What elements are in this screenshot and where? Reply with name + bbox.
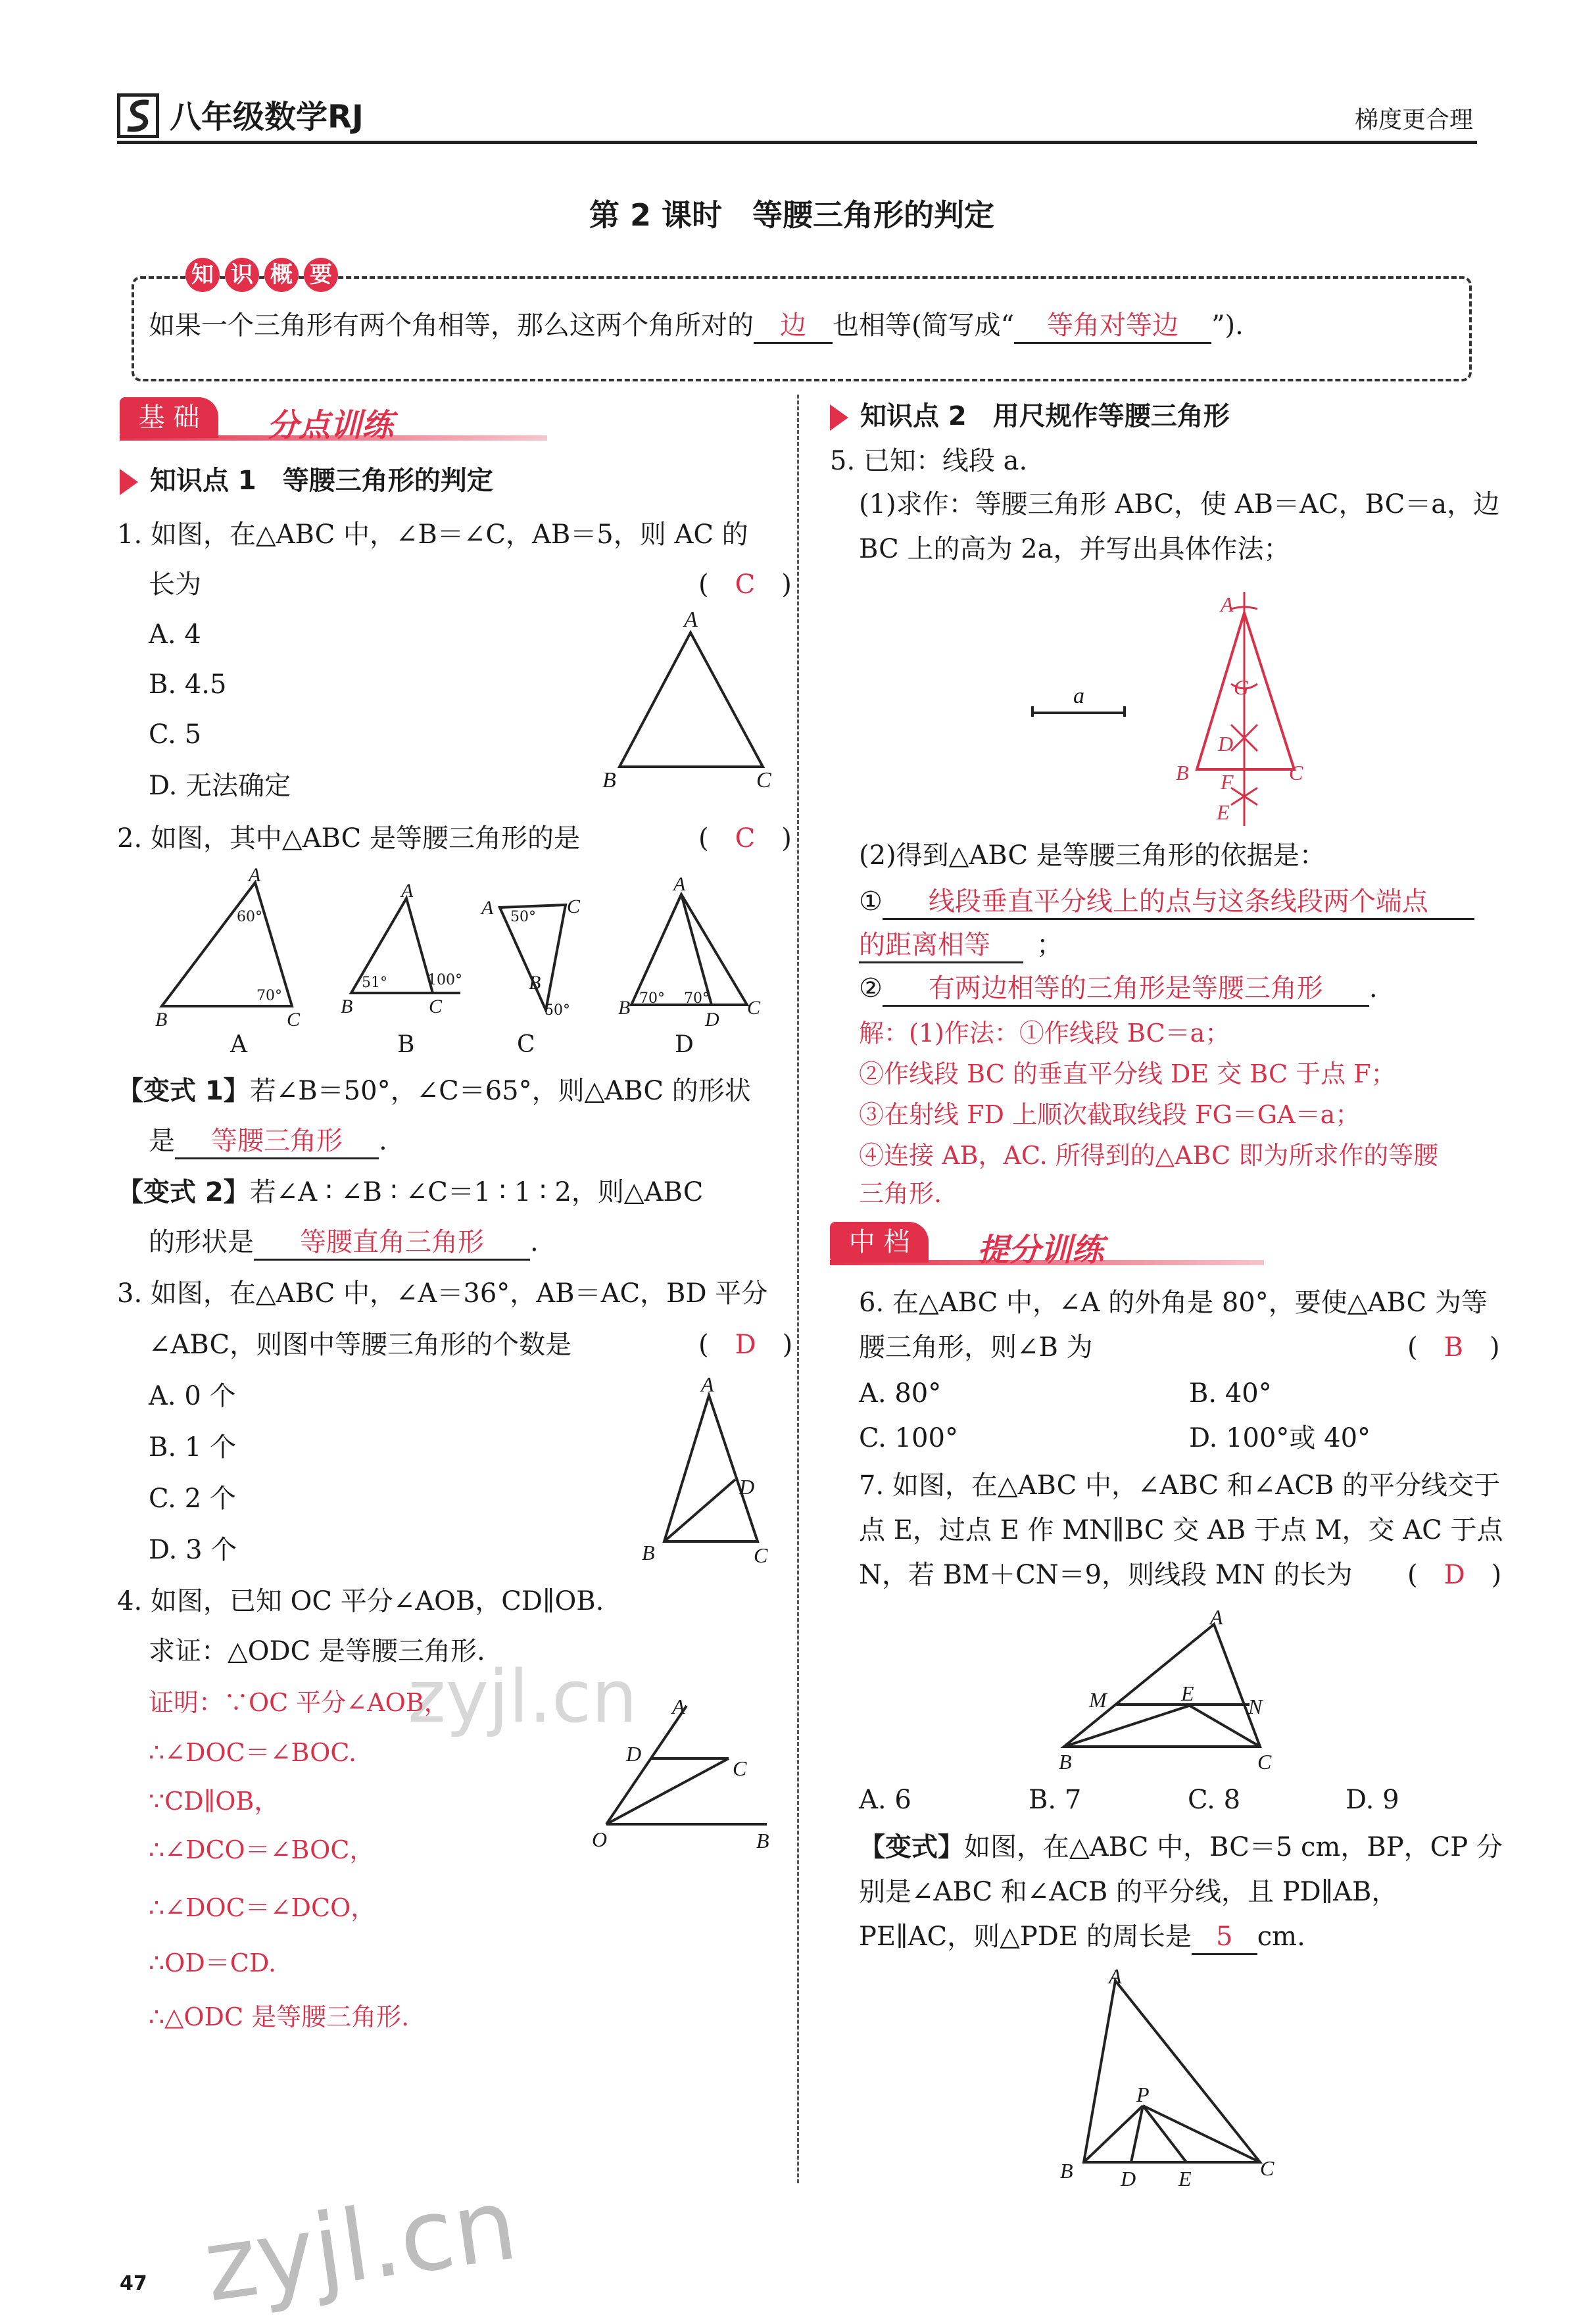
vertex-label: C <box>567 896 581 917</box>
q4-proof-line: ∴∠DOC＝∠BOC. <box>149 1738 357 1767</box>
vertex-label: C <box>733 1756 747 1780</box>
vertex-label: A <box>401 880 414 902</box>
q5-reason-2 <box>859 972 1378 1007</box>
logo-mark <box>117 93 159 138</box>
q5-line1: 5. 已知：线段 a. <box>830 446 1028 476</box>
summary-blank-2: 等角对等边 <box>1014 309 1211 344</box>
vertex-label: A <box>684 608 698 632</box>
q1-line1: 1. 如图，在△ABC 中，∠B＝∠C，AB＝5，则 AC 的 <box>117 520 748 550</box>
q6-option: C. 100° <box>859 1423 958 1453</box>
q7-line1: 7. 如图，在△ABC 中，∠ABC 和∠ACB 的平分线交于 <box>859 1470 1500 1501</box>
variant-1-end: . <box>379 1126 387 1156</box>
q7-option: A. 6 <box>859 1785 911 1815</box>
kp2-title <box>830 400 1230 433</box>
vertex-label: A <box>673 873 686 895</box>
q4-proof-line: ∴∠DCO＝∠BOC， <box>149 1835 375 1864</box>
vertex-label: F <box>1221 770 1234 794</box>
mid-banner-tag: 中 档 <box>830 1222 929 1263</box>
q5-solution-line: 解：(1)作法：①作线段 BC＝a； <box>859 1019 1230 1048</box>
vertex-label: C <box>1257 1750 1272 1774</box>
summary-badge <box>185 258 338 295</box>
vertex-label: A <box>1210 1605 1223 1629</box>
vertex-label: O <box>592 1828 608 1851</box>
variant-3-answer: 5 <box>1192 1920 1257 1955</box>
header-rule <box>117 141 1477 144</box>
vertex-label: B <box>1059 1750 1072 1774</box>
vertex-label: B <box>642 1541 655 1564</box>
slogan: 梯度更合理 <box>1355 107 1474 133</box>
mid-banner <box>830 1222 1264 1269</box>
variant-1-text: 若∠B＝50°，∠C＝65°，则△ABC 的形状 <box>249 1076 751 1106</box>
vertex-label: D <box>626 1742 642 1766</box>
vertex-label: A <box>249 864 261 886</box>
vertex-label: A <box>1221 593 1234 616</box>
vertex-label: G <box>1234 675 1249 699</box>
vertex-label: P <box>1136 2083 1150 2106</box>
mid-banner-title: 提分训练 <box>977 1232 1104 1269</box>
variant-2-text2: 的形状是 <box>149 1227 254 1257</box>
q4-proof-line: ∴OD＝CD. <box>149 1949 277 1977</box>
q4-proof-line: ∴△ODC 是等腰三角形. <box>149 2002 410 2031</box>
kp2-text: 知识点 2 用尺规作等腰三角形 <box>860 401 1230 431</box>
q1-line2: 长为 <box>149 569 201 600</box>
vertex-label: B <box>155 1009 168 1030</box>
variant-1-line2 <box>149 1125 387 1159</box>
q6-option: A. 80° <box>859 1378 942 1409</box>
q5-solution-line: ③在射线 FD 上顺次截取线段 FG＝GA＝a； <box>859 1100 1361 1129</box>
vertex-label: D <box>705 1009 719 1030</box>
vertex-label: B <box>756 1829 769 1852</box>
variant-3-line3 <box>859 1920 1305 1955</box>
q7-answer: ( D ) <box>1407 1560 1502 1590</box>
figure-name: D <box>675 1031 694 1058</box>
q7-option: C. 8 <box>1188 1785 1241 1815</box>
vertex-label: N <box>1248 1695 1263 1718</box>
vertex-label: M <box>1089 1688 1107 1712</box>
variant-2-answer: 等腰直角三角形 <box>254 1226 530 1261</box>
variant-1-label: 【变式 1】 <box>117 1076 250 1106</box>
segment-label: a <box>1073 684 1084 708</box>
vertex-label: A <box>701 1372 714 1396</box>
q5-solution-line: ②作线段 BC 的垂直平分线 DE 交 BC 于点 F； <box>859 1059 1396 1088</box>
q7-figure <box>1046 1605 1296 1776</box>
q1-answer-value: C <box>735 569 756 600</box>
summary-text-c: ”). <box>1211 310 1244 341</box>
play-icon <box>120 469 138 495</box>
variant-3-line3a: PE∥AC，则△PDE 的周长是 <box>859 1922 1192 1952</box>
q5-solution-line: 三角形. <box>859 1179 942 1208</box>
q1-option: C. 5 <box>149 719 202 750</box>
variant-3-line3b: cm. <box>1257 1922 1305 1952</box>
basic-banner-tag: 基 础 <box>120 397 218 438</box>
basic-banner <box>120 397 547 445</box>
q3-option: A. 0 个 <box>149 1381 236 1411</box>
q6-option: B. 40° <box>1189 1378 1272 1409</box>
summary-text <box>149 309 1244 344</box>
q1-figure <box>592 608 776 796</box>
q3-answer: ( D ) <box>698 1330 793 1360</box>
q2-answer-value: C <box>735 823 756 854</box>
variant-3-label: 【变式】 <box>859 1832 964 1862</box>
q3-option: D. 3 个 <box>149 1535 237 1565</box>
q3-figure <box>631 1372 783 1578</box>
reason-2-answer: 有两边相等的三角形是等腰三角形 <box>883 972 1369 1007</box>
vertex-label: C <box>754 1543 768 1567</box>
summary-text-a: 如果一个三角形有两个角相等，那么这两个角所对的 <box>149 310 754 341</box>
reason-2-prefix: ② <box>859 973 883 1004</box>
book-title: 八年级数学RJ <box>170 99 364 135</box>
vertex-label: C <box>1260 2156 1274 2180</box>
q7-option: D. 9 <box>1346 1785 1399 1815</box>
lesson-title: 第 2 课时 等腰三角形的判定 <box>589 197 995 233</box>
vertex-label: E <box>1217 800 1230 824</box>
q5-part2: (2)得到△ABC 是等腰三角形的依据是： <box>859 840 1326 871</box>
summary-blank-1: 边 <box>754 309 833 344</box>
q4-line1: 4. 如图，已知 OC 平分∠AOB，CD∥OB. <box>117 1586 604 1616</box>
badge-char: 要 <box>304 258 338 292</box>
reason-2-end: . <box>1369 973 1378 1004</box>
vertex-label: C <box>756 768 771 792</box>
variant-1-text2: 是 <box>149 1126 175 1156</box>
angle-label: 70° <box>256 988 282 1004</box>
q5-line2: (1)求作：等腰三角形 ABC，使 AB＝AC，BC＝a，边 <box>859 489 1500 520</box>
variant-2-line2 <box>149 1226 539 1261</box>
vertex-label: B <box>1176 761 1189 785</box>
q6-answer: ( B ) <box>1407 1332 1500 1363</box>
variant-3-figure <box>1052 1960 1289 2191</box>
vertex-label: D <box>1121 2167 1136 2191</box>
badge-char: 识 <box>225 258 259 292</box>
kp1-title <box>120 464 493 497</box>
watermark-small: zyjl.cn <box>408 1655 638 1739</box>
angle-label: 50° <box>510 909 536 925</box>
play-icon <box>830 404 848 431</box>
vertex-label: B <box>1060 2159 1073 2183</box>
q4-proof-line: ∴∠DOC＝∠DCO， <box>149 1893 376 1922</box>
q3-option: C. 2 个 <box>149 1484 236 1514</box>
q5-reason-1b <box>859 929 1063 963</box>
q6-line1: 6. 在△ABC 中，∠A 的外角是 80°，要使△ABC 为等 <box>859 1288 1488 1318</box>
vertex-label: E <box>1178 2167 1192 2191</box>
q4-proof-line: 证明：∵OC 平分∠AOB， <box>149 1688 449 1717</box>
q3-option: B. 1 个 <box>149 1432 236 1463</box>
variant-3 <box>859 1831 1503 1864</box>
vertex-label: D <box>1218 732 1234 756</box>
angle-label: 50° <box>545 1002 570 1019</box>
reason-1-answer-a: 线段垂直平分线上的点与这条线段两个端点 <box>883 885 1474 920</box>
q7-line3: N，若 BM＋CN＝9，则线段 MN 的长为 <box>859 1560 1353 1590</box>
q1-answer: ( C ) <box>698 569 792 600</box>
variant-2 <box>117 1176 703 1209</box>
reason-1-end: ； <box>1036 930 1063 960</box>
q7-line2: 点 E，过点 E 作 MN∥BC 交 AB 于点 M，交 AC 于点 <box>859 1515 1503 1545</box>
vertex-label: C <box>429 996 443 1017</box>
q5-line3: BC 上的高为 2a，并写出具体作法； <box>859 534 1290 564</box>
figure-name: C <box>517 1031 535 1058</box>
angle-label: 51° <box>362 975 387 991</box>
variant-2-label: 【变式 2】 <box>117 1177 250 1207</box>
vertex-label: E <box>1181 1682 1194 1705</box>
badge-char: 知 <box>185 258 220 292</box>
angle-label: 100° <box>427 972 462 988</box>
q2-stem: 2. 如图，其中△ABC 是等腰三角形的是 <box>117 823 580 854</box>
q4-line2: 求证：△ODC 是等腰三角形. <box>149 1636 485 1666</box>
page-number: 47 <box>120 2272 147 2295</box>
figure-name: A <box>230 1031 247 1058</box>
q7-answer-value: D <box>1444 1560 1465 1590</box>
vertex-label: A <box>481 897 494 919</box>
variant-2-end: . <box>530 1227 539 1257</box>
q3-line1: 3. 如图，在△ABC 中，∠A＝36°，AB＝AC，BD 平分 <box>117 1278 768 1309</box>
variant-1-answer: 等腰三角形 <box>175 1125 379 1159</box>
q2-answer: ( C ) <box>698 823 792 854</box>
angle-label: 70° <box>639 990 665 1007</box>
variant-1 <box>117 1075 751 1107</box>
vertex-label: C <box>287 1009 301 1030</box>
variant-2-text: 若∠A ∶ ∠B ∶ ∠C＝1 ∶ 1 ∶ 2，则△ABC <box>249 1177 704 1207</box>
vertex-label: C <box>1289 761 1303 785</box>
angle-label: 70° <box>684 990 710 1007</box>
q3-answer-value: D <box>735 1330 756 1360</box>
vertex-label: B <box>602 768 616 792</box>
q3-line2: ∠ABC，则图中等腰三角形的个数是 <box>149 1330 572 1360</box>
q1-option: B. 4.5 <box>149 669 227 700</box>
q5-reason-1 <box>859 885 1474 920</box>
angle-label: 60° <box>237 909 262 925</box>
q6-option: D. 100°或 40° <box>1189 1423 1371 1453</box>
badge-char: 概 <box>264 258 299 292</box>
vertex-label: B <box>618 997 631 1019</box>
q5-figure <box>1171 579 1328 835</box>
vertex-label: B <box>529 972 541 994</box>
watermark: zyjl.cn <box>197 2167 523 2324</box>
q7-option: B. 7 <box>1029 1785 1082 1815</box>
basic-banner-title: 分点训练 <box>267 407 394 444</box>
reason-1-answer-b: 的距离相等 <box>859 929 1023 963</box>
vertex-label: D <box>739 1475 755 1499</box>
column-divider <box>797 395 799 2183</box>
variant-3-line2: 别是∠ABC 和∠ACB 的平分线，且 PD∥AB， <box>859 1877 1398 1907</box>
q5-solution-line: ④连接 AB，AC. 所得到的△ABC 即为所求作的等腰 <box>859 1141 1439 1170</box>
kp1-text: 知识点 1 等腰三角形的判定 <box>150 466 493 496</box>
q2-figures <box>145 864 776 1065</box>
vertex-label: A <box>1109 1964 1122 1988</box>
q1-option: A. 4 <box>149 619 201 650</box>
figure-name: B <box>397 1031 415 1058</box>
summary-text-b: 也相等(简写成“ <box>833 310 1015 341</box>
vertex-label: A <box>672 1695 685 1718</box>
q1-option: D. 无法确定 <box>149 771 291 801</box>
q6-line2: 腰三角形，则∠B 为 <box>859 1332 1093 1363</box>
reason-1-prefix: ① <box>859 886 883 917</box>
q5-segment <box>1026 684 1144 723</box>
q6-answer-value: B <box>1444 1332 1464 1363</box>
vertex-label: B <box>341 996 353 1017</box>
q4-proof-line: ∵CD∥OB， <box>149 1787 279 1816</box>
vertex-label: C <box>747 997 761 1019</box>
variant-3-line1: 如图，在△ABC 中，BC＝5 cm，BP，CP 分 <box>964 1832 1503 1862</box>
